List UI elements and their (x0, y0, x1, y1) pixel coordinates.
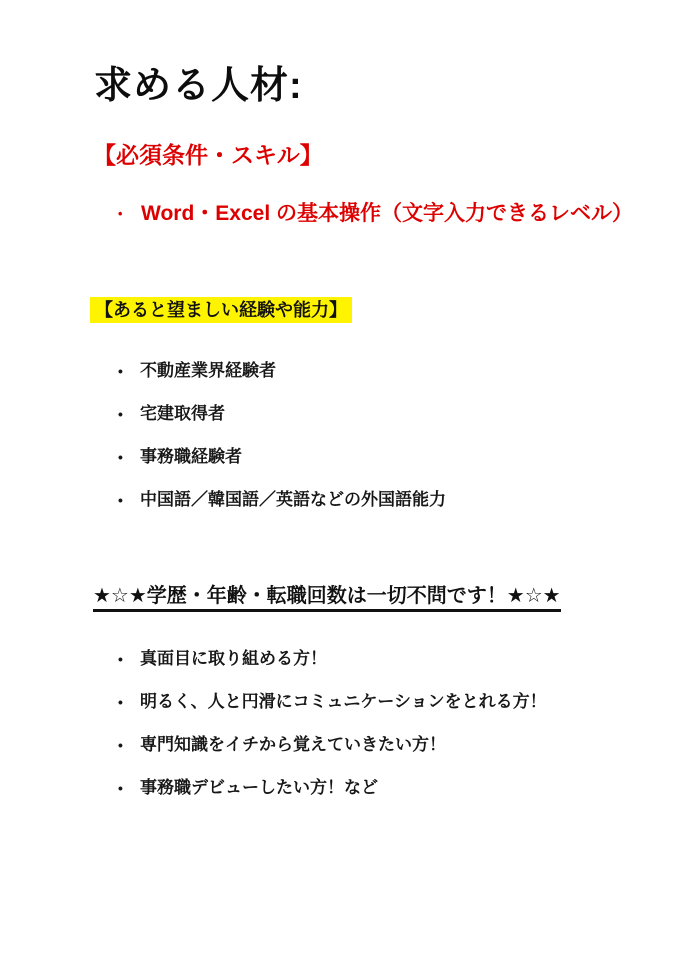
list-item (118, 693, 547, 711)
list-item-text: 中国語／韓国語／英語などの外国語能力 (140, 490, 446, 509)
list-item-text: 明るく、人と円滑にコミュニケーションをとれる方！ (140, 692, 547, 711)
bullet-icon: • (118, 651, 123, 667)
bullet-icon: • (118, 363, 123, 379)
list-item (118, 405, 446, 423)
list-item (118, 779, 547, 797)
no-requirements-heading (93, 584, 561, 608)
bullet-icon: • (118, 207, 123, 221)
list-item-text: 不動産業界経験者 (140, 361, 276, 380)
required-skills-list (118, 201, 633, 227)
list-item (118, 491, 446, 509)
page-title: 求める人材: (94, 65, 303, 107)
list-item-text: 事務職経験者 (140, 447, 242, 466)
bullet-icon: • (118, 492, 123, 508)
desirable-experience-heading (90, 299, 352, 321)
list-item (118, 448, 446, 466)
list-item (118, 650, 547, 668)
list-item-text: 宅建取得者 (140, 404, 225, 423)
bullet-icon: • (118, 780, 123, 796)
list-item (118, 736, 547, 754)
desirable-experience-heading-text: 【あると望ましい経験や能力】 (90, 297, 352, 323)
personality-list (118, 650, 547, 797)
list-item-text: 専門知識をイチから覚えていきたい方！ (140, 735, 446, 754)
bullet-icon: • (118, 449, 123, 465)
bullet-icon: • (118, 406, 123, 422)
list-item-text: Word・Excel の基本操作（文字入力できるレベル） (141, 202, 633, 225)
no-requirements-heading-text: ★☆★学歴・年齢・転職回数は一切不問です！★☆★ (93, 585, 561, 612)
bullet-icon: • (118, 694, 123, 710)
bullet-icon: • (118, 737, 123, 753)
list-item (118, 201, 633, 227)
required-skills-heading: 【必須条件・スキル】 (93, 142, 323, 168)
list-item-text: 事務職デビューしたい方！など (140, 778, 378, 797)
desirable-experience-list (118, 362, 446, 509)
list-item (118, 362, 446, 380)
list-item-text: 真面目に取り組める方！ (140, 649, 327, 668)
